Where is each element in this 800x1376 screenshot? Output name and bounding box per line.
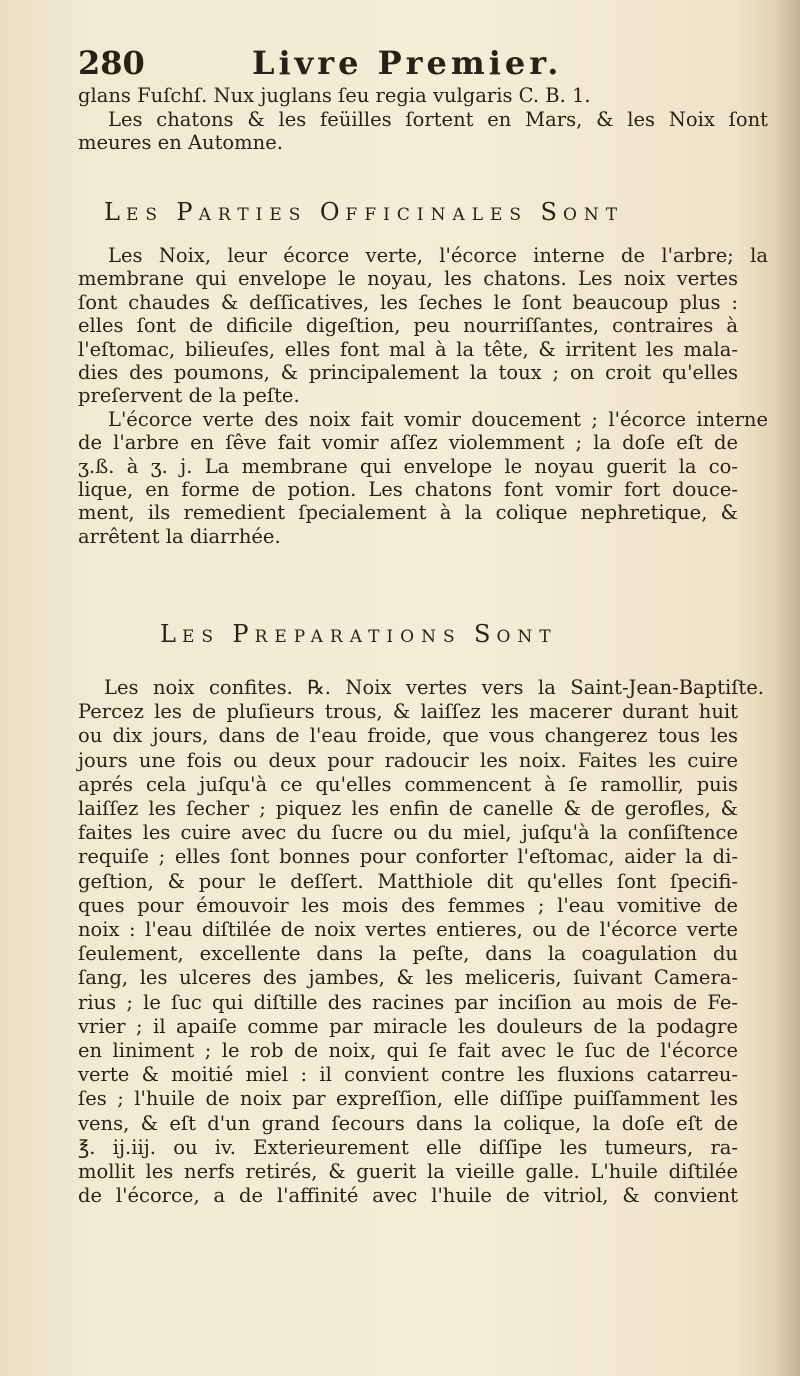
text-line: ʒ.ß. à ʒ. j. La membrane qui envelope le noyau guerit la co- — [78, 454, 738, 478]
text-line: mollit les nerfs retirés, & guerit la vieille galle. L'huile diſtilée — [78, 1160, 738, 1183]
text-line: meures en Automne. — [78, 131, 283, 154]
text-line: ſes ; l'huile de noix par expreſſion, elle diſſipe puiſſamment les — [78, 1087, 738, 1111]
text-line: l'eſtomac, bilieuſes, elles font mal à la tête, & irritent les mala- — [78, 337, 738, 361]
text-line: requiſe ; elles ſont bonnes pour conforter l'eſtomac, aider la di- — [78, 845, 738, 869]
text-line: jours une fois ou deux pour radoucir les noix. Faites les cuire — [78, 748, 738, 772]
page-gutter-shadow — [772, 0, 800, 1376]
text-line: vens, & eſt d'un grand ſecours dans la colique, la doſe eſt de — [78, 1111, 738, 1135]
text-line: preſervent de la peſte. — [78, 384, 300, 408]
text-line: ou dix jours, dans de l'eau froide, que vous changerez tous les — [78, 724, 738, 748]
text-line: rius ; le ſuc qui diſtille des racines par inciſion au mois de Fe- — [78, 990, 738, 1014]
text-line: vrier ; il apaiſe comme par miracle les douleurs de la podagre — [78, 1014, 738, 1038]
text-line: arrêtent la diarrhée. — [78, 524, 281, 548]
text-line: membrane qui envelope le noyau, les chatons. Les noix vertes — [78, 267, 738, 291]
text-line: glans Fuſchſ. Nux juglans ſeu regia vulgaris C. B. 1. — [78, 84, 591, 107]
text-line: Percez les de pluſieurs trous, & laiſſez les macerer durant huit — [78, 700, 738, 724]
text-line: ſeulement, excellente dans la peſte, dans la coagulation du — [78, 942, 738, 966]
text-line: Les noix confites. ℞. Noix vertes vers la Saint-Jean-Baptiſte. — [104, 676, 764, 699]
page-number: 280 — [78, 44, 145, 82]
text-line: ques pour émouvoir les mois des femmes ; l'eau vomitive de — [78, 893, 738, 917]
text-line: Les Noix, leur écorce verte, l'écorce interne de l'arbre; la — [108, 244, 768, 267]
text-line: verte & moitié miel : il convient contre les fluxions catarreu- — [78, 1063, 738, 1087]
text-line: aprés cela juſqu'à ce qu'elles commencent à ſe ramollir, puis — [78, 772, 738, 796]
text-line: lique, en forme de potion. Les chatons font vomir fort douce- — [78, 478, 738, 501]
text-line: de l'écorce, a de l'affinité avec l'huile de vitriol, & convient — [78, 1184, 738, 1208]
text-line: de l'arbre en ſêve fait vomir aſſez violemment ; la doſe eſt de — [78, 431, 738, 455]
text-line: ℥. ij.iij. ou iv. Exterieurement elle diſſipe les tumeurs, ra- — [78, 1135, 738, 1159]
running-title: Livre Premier. — [252, 44, 563, 82]
text-line: elles ſont de dificile digeſtion, peu nourriſſantes, contraires à — [78, 314, 738, 338]
text-line: faites les cuire avec du ſucre ou du miel, juſqu'à la conſiſtence — [78, 821, 738, 845]
text-line: L'écorce verte des noix fait vomir doucement ; l'écorce interne — [108, 407, 768, 431]
text-line: Les chatons & les feüilles ſortent en Mars, & les Noix ſont — [108, 107, 768, 131]
text-line: ſont chaudes & deſſicatives, les ſeches le ſont beaucoup plus : — [78, 290, 738, 314]
section-title-preparations: LES PREPARATIONS SONT — [160, 620, 558, 648]
text-line: geſtion, & pour le deſſert. Matthiole dit qu'elles ſont ſpecifi- — [78, 869, 738, 893]
text-line: noix : l'eau diſtilée de noix vertes entieres, ou de l'écorce verte — [78, 918, 738, 941]
text-line: dies des poumons, & principalement la toux ; on croit qu'elles — [78, 361, 738, 384]
section-title-parties: LES PARTIES OFFICINALES SONT — [104, 198, 625, 226]
text-line: ſang, les ulceres des jambes, & les meliceris, ſuivant Camera- — [78, 966, 738, 990]
text-line: laiſſez les ſecher ; piquez les enfin de canelle & de gerofles, & — [78, 797, 738, 820]
text-line: ment, ils remedient ſpecialement à la colique nephretique, & — [78, 501, 738, 525]
text-line: en liniment ; le rob de noix, qui ſe fait avec le ſuc de l'écorce — [78, 1039, 738, 1062]
